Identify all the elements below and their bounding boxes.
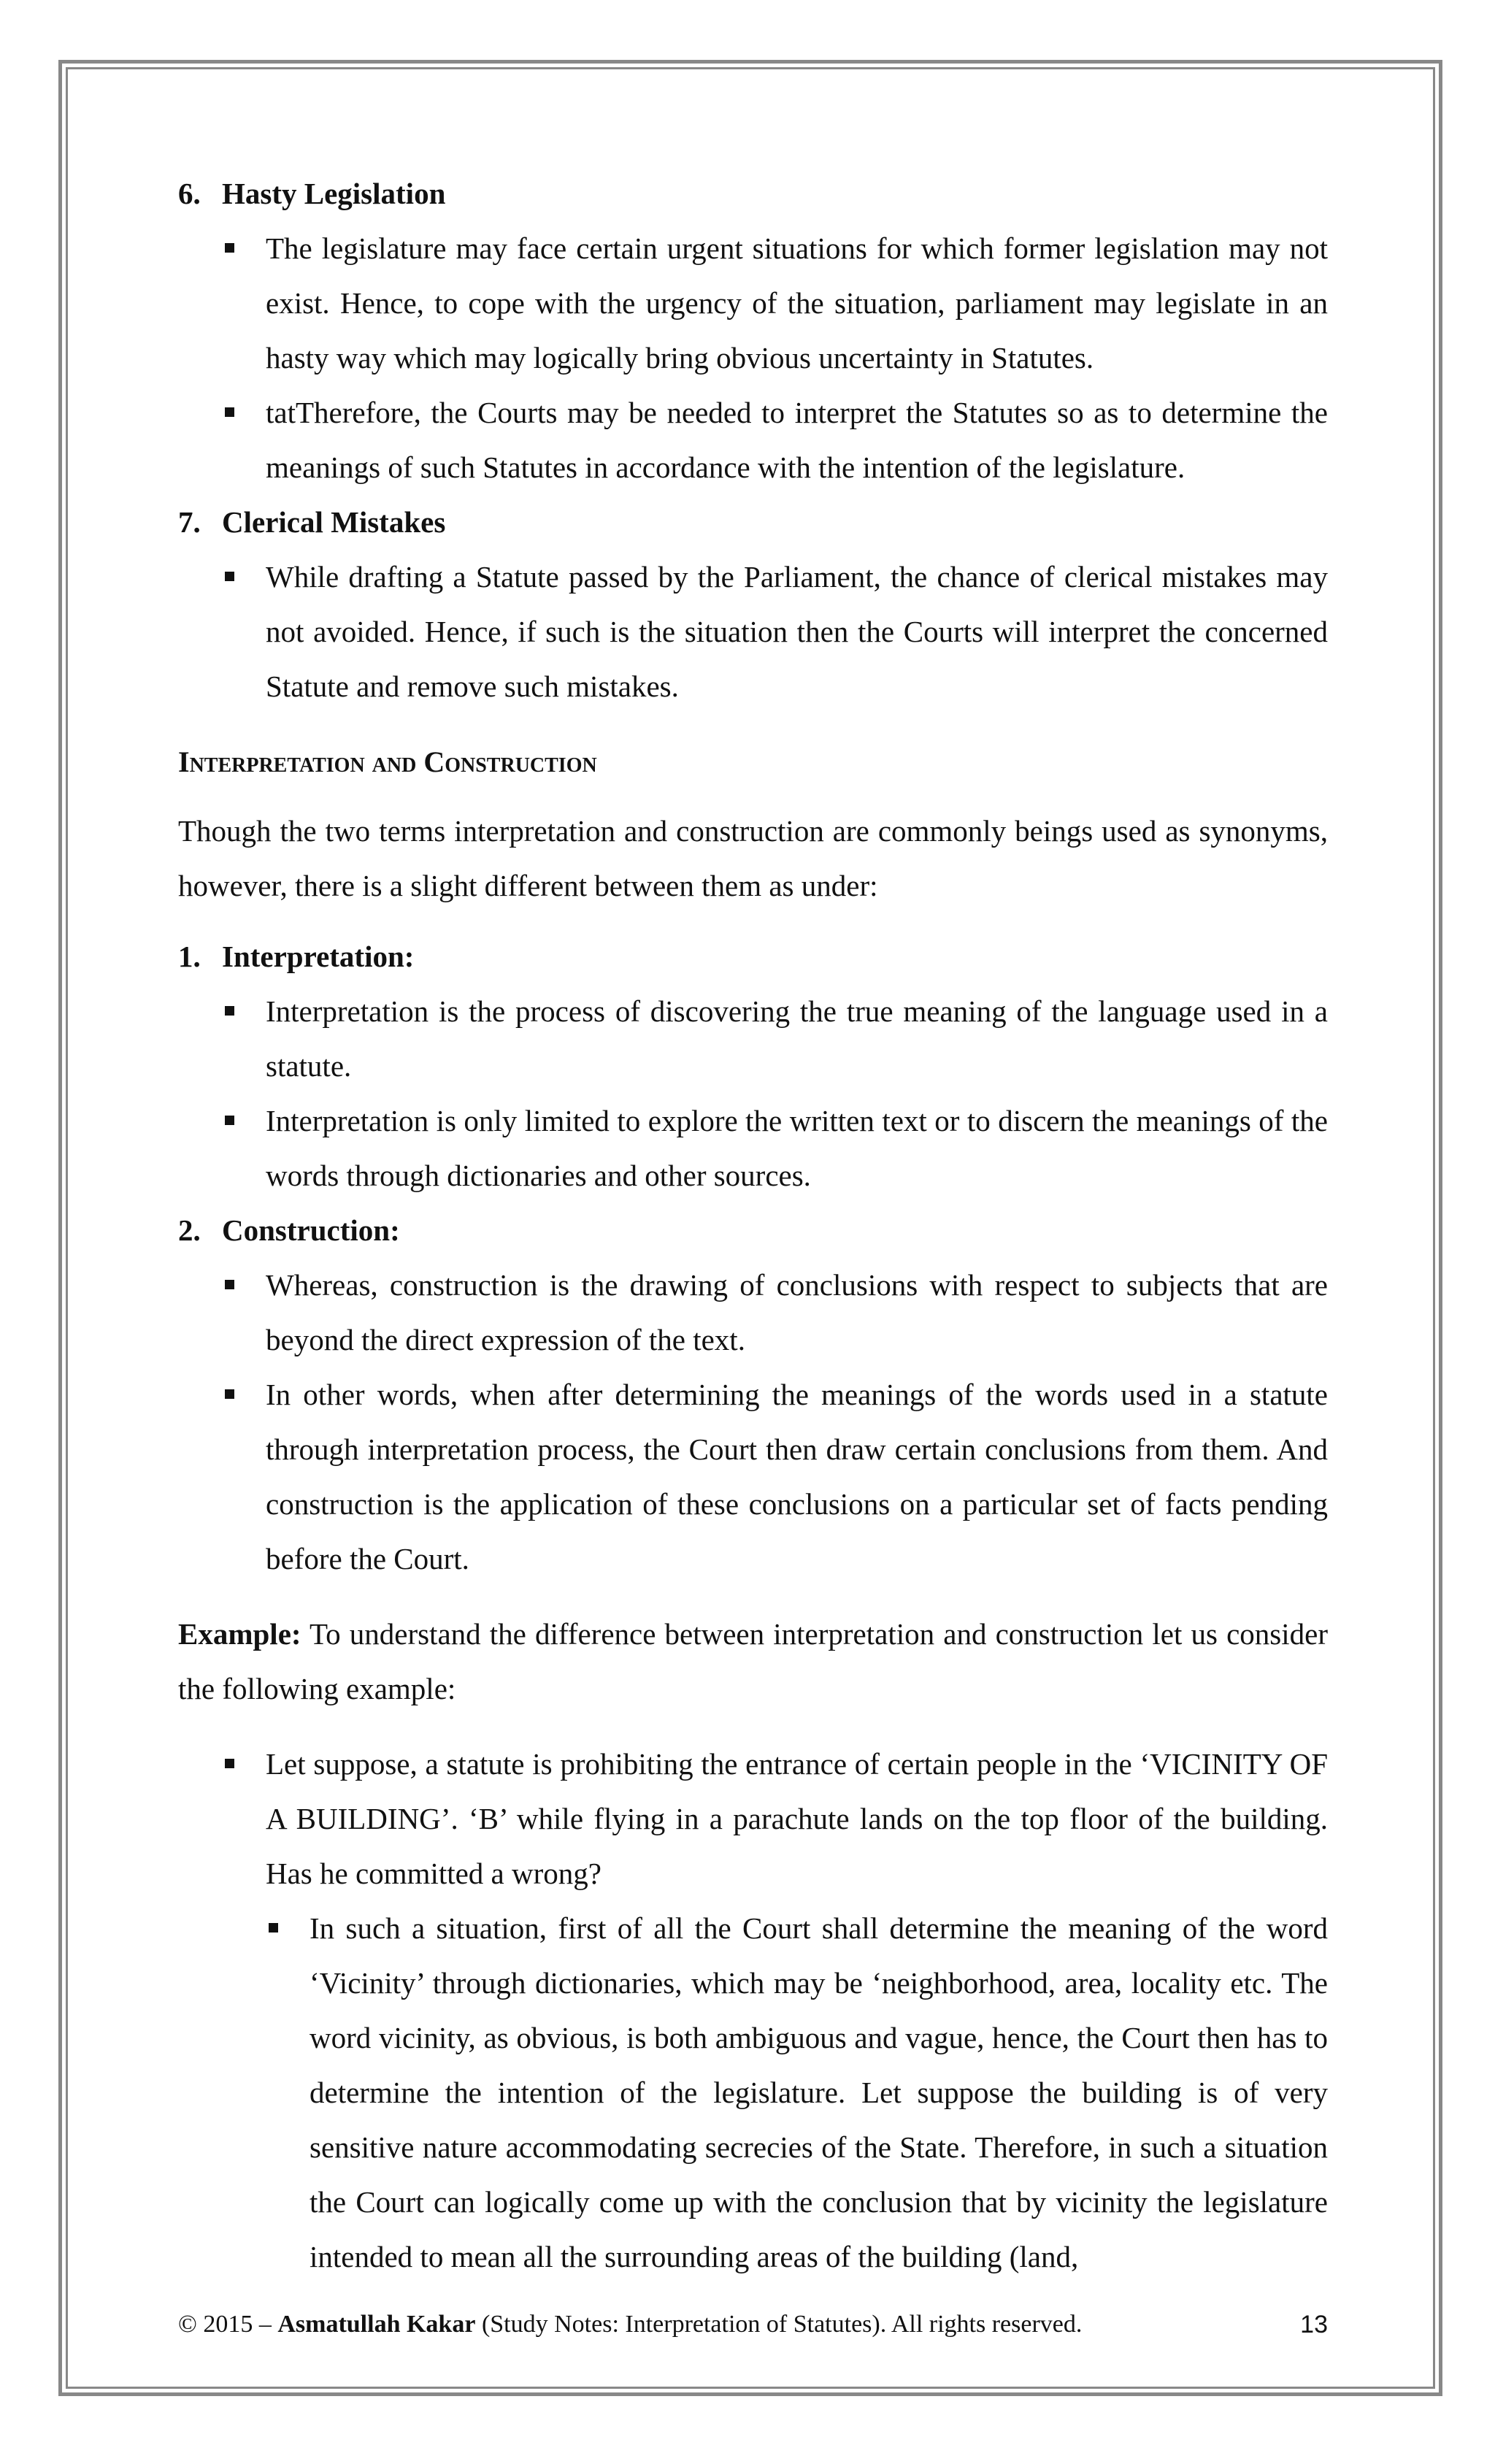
footer-notice: (Study Notes: Interpretation of Statutes). All rights reserved.: [475, 2311, 1083, 2338]
bullet-construction-1: Whereas, construction is the drawing of conclusions with respect to subjects that are beyond the direct expression of the text.: [178, 1258, 1328, 1367]
page-footer: [178, 2311, 1328, 2338]
item-title: Hasty Legislation: [222, 177, 446, 210]
heading-hasty-legislation: [178, 166, 1328, 221]
bullet-hasty-2: tatTherefore, the Courts may be needed to interpret the Statutes so as to determine the meanings of such Statutes in accordance with the intention of the legislature.: [178, 385, 1328, 495]
item-number: 7.: [178, 505, 201, 539]
bullet-hasty-1: The legislature may face certain urgent situations for which former legislation may not exist. Hence, to cope with the urgency of the situation, parliament may legislate in an hasty way which may logically bring obvious uncertainty in Statutes.: [178, 221, 1328, 385]
page-number: 13: [1300, 2311, 1328, 2338]
example-label: Example:: [178, 1617, 301, 1651]
bullet-interpretation-2: Interpretation is only limited to explore the written text or to discern the meanings of the words through dictionaries and other sources.: [178, 1094, 1328, 1203]
bullet-clerical-1: While drafting a Statute passed by the Parliament, the chance of clerical mistakes may not avoided. Hence, if such is the situation then the Courts will interpret the concerned Statute and remove such mistakes.: [178, 550, 1328, 714]
heading-interpretation: [178, 929, 1328, 984]
bullet-example-1a: In such a situation, first of all the Court shall determine the meaning of the word ‘Vicinity’ through dictionaries, which may be ‘neighborhood, area, locality etc. The word vicinity, as obvious, is both ambiguous and vague, hence, the Court then has to determine the intention of the legislature. Let suppose the building is of very sensitive nature accommodating secrecies of the State. Therefore, in such a situation the Court can logically come up with the conclusion that by vicinity the legislature intended to mean all the surrounding areas of the building (land,: [178, 1901, 1328, 2284]
item-number: 6.: [178, 177, 201, 210]
page-content: [178, 166, 1328, 2284]
footer-copyright: © 2015 –: [178, 2311, 278, 2338]
intro-paragraph: Though the two terms interpretation and construction are commonly beings used as synonyms, however, there is a slight different between them as under:: [178, 814, 1328, 902]
bullet-interpretation-1: Interpretation is the process of discovering the true meaning of the language used in a statute.: [178, 984, 1328, 1094]
bullet-construction-2: In other words, when after determining the meanings of the words used in a statute through interpretation process, the Court then draw certain conclusions from them. And construction is the application of these conclusions on a particular set of facts pending before the Court.: [178, 1367, 1328, 1586]
footer-author: Asmatullah Kakar: [277, 2311, 476, 2338]
item-number: 1.: [178, 940, 201, 973]
section-heading: Interpretation and Construction: [178, 745, 597, 778]
example-paragraph: [178, 1607, 1328, 1716]
item-number: 2.: [178, 1213, 201, 1247]
example-text: To understand the difference between interpretation and construction let us consider the following example:: [178, 1617, 1328, 1705]
item-title: Construction:: [222, 1213, 400, 1247]
heading-construction: [178, 1203, 1328, 1258]
item-title: Clerical Mistakes: [222, 505, 446, 539]
bullet-example-1: Let suppose, a statute is prohibiting the entrance of certain people in the ‘VICINITY OF A BUILDING’. ‘B’ while flying in a parachute lands on the top floor of the building. Has he committed a wrong?: [178, 1737, 1328, 1901]
heading-clerical-mistakes: [178, 495, 1328, 550]
item-title: Interpretation:: [222, 940, 415, 973]
